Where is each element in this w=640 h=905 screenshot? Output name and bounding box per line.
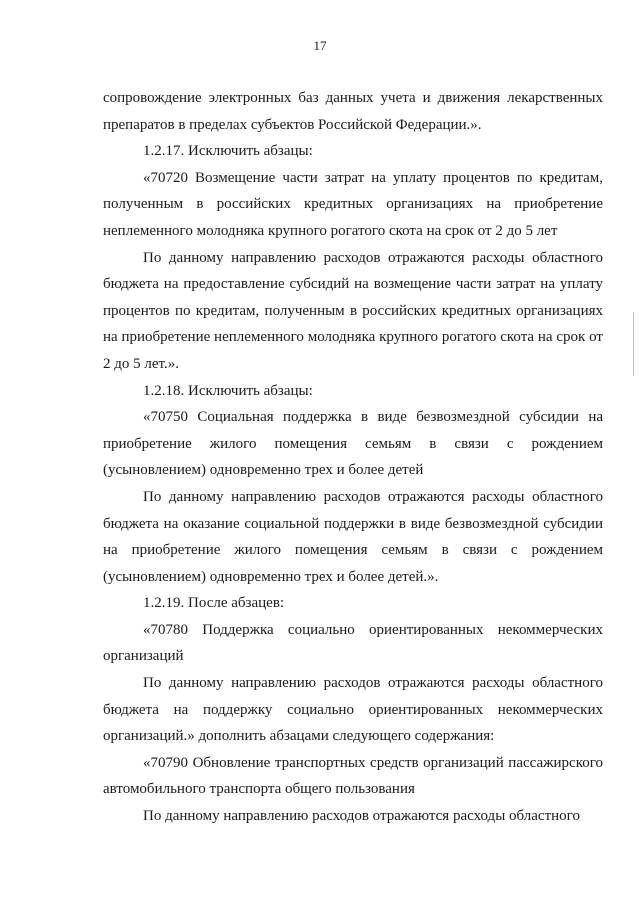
paragraph-70750-description: По данному направлению расходов отражаются расходы областного бюджета на оказание социальной поддержки в виде безвозмездной субсидии на приобретение жилого помещения семьям в связи с рождением (усыновлением) одновременно трех и более детей.». <box>103 488 603 585</box>
document-body <box>103 85 603 830</box>
paragraph-code-70790: «70790 Обновление транспортных средств организаций пассажирского автомобильного транспорта общего пользования <box>103 754 603 798</box>
page-number: 17 <box>313 38 327 53</box>
paragraph-code-70720: «70720 Возмещение части затрат на уплату процентов по кредитам, полученным в российских кредитных организациях на приобретение неплеменного молодняка крупного рогатого скота на срок от 2 до 5 лет <box>103 169 603 239</box>
paragraph-70790-description: По данному направлению расходов отражаются расходы областного <box>143 808 580 825</box>
paragraph-item-1-2-18: 1.2.18. Исключить абзацы: <box>143 382 313 399</box>
paragraph-70720-description: По данному направлению расходов отражаются расходы областного бюджета на предоставление субсидий на возмещение части затрат на уплату процентов по кредитам, полученным в российских кредитных организациях на приобретение неплеменного молодняка крупного рогатого скота на срок от 2 до 5 лет.». <box>103 249 603 372</box>
paragraph-code-70780: «70780 Поддержка социально ориентированных некоммерческих организаций <box>103 621 603 665</box>
paragraph-continuation: сопровождение электронных баз данных учета и движения лекарственных препаратов в пределах субъектов Российской Федерации.». <box>103 90 603 133</box>
paragraph-70780-description: По данному направлению расходов отражаются расходы областного бюджета на поддержку социально ориентированных некоммерческих организаций.» дополнить абзацами следующего содержания: <box>103 675 603 745</box>
paragraph-item-1-2-17: 1.2.17. Исключить абзацы: <box>143 143 313 160</box>
paragraph-item-1-2-19: 1.2.19. После абзацев: <box>143 595 285 612</box>
paragraph-code-70750: «70750 Социальная поддержка в виде безвозмездной субсидии на приобретение жилого помещения семьям в связи с рождением (усыновлением) одновременно трех и более детей <box>103 409 603 479</box>
scan-edge-mark <box>633 312 634 376</box>
